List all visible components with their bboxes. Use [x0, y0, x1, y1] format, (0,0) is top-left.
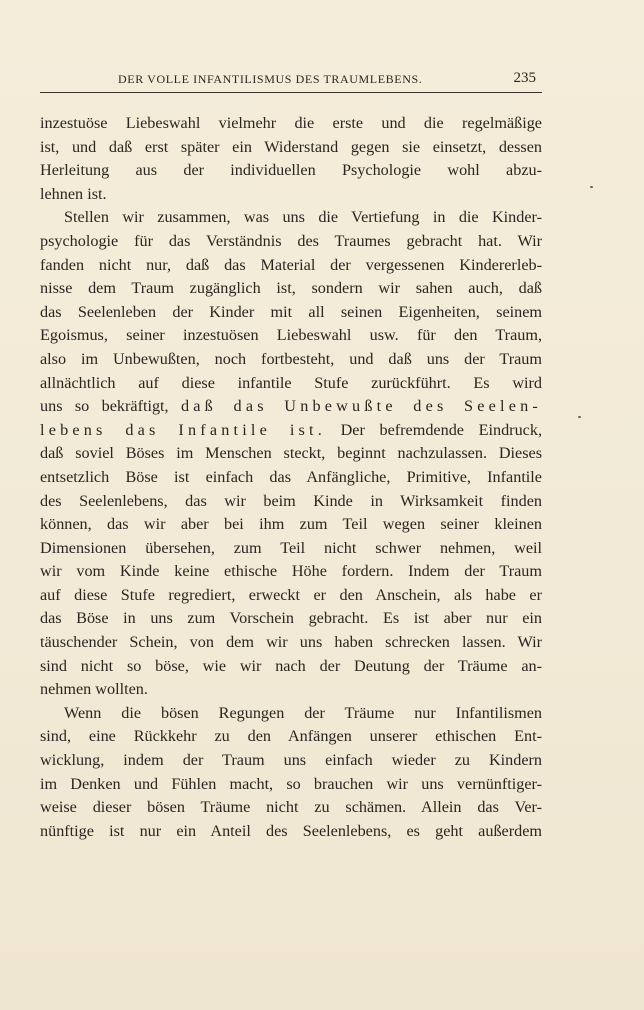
running-head: DER VOLLE INFANTILISMUS DES TRAUMLEBENS.: [118, 72, 423, 86]
spaced-emphasis: daß das Unbewußte des Seelen-: [181, 397, 542, 416]
text-line: das Böse in uns zum Vorschein gebracht. Es ist aber nur ein: [40, 609, 542, 628]
text-line: des Seelenlebens, das wir beim Kinde in Wirksamkeit finden: [40, 491, 542, 510]
text-line: weise dieser bösen Träume nicht zu schämen. Allein das Ver-: [40, 798, 542, 817]
text-line: täuschender Schein, von dem wir uns haben schrecken lassen. Wir: [40, 633, 542, 652]
paragraph-start-line: Wenn die bösen Regungen der Träume nur Infantilismen: [64, 703, 542, 722]
page-header: [46, 70, 538, 92]
text-line: ist, und daß erst später ein Widerstand gegen sie einsetzt, dessen: [40, 137, 542, 156]
text-line-mixed: [40, 395, 542, 419]
text-line: im Denken und Fühlen macht, so brauchen wir uns vernünftiger-: [40, 774, 542, 793]
text-line: Egoismus, seiner inzestuösen Liebeswahl usw. für den Traum,: [40, 326, 542, 345]
text-line: lehnen ist.: [40, 184, 107, 203]
text-line: Dimensionen übersehen, zum Teil nicht schwer nehmen, weil: [40, 538, 542, 557]
paper-speck: [590, 186, 593, 188]
text-line: fanden nicht nur, daß das Material der vergessenen Kindererleb-: [40, 255, 542, 274]
spaced-emphasis: lebens das Infantile ist.: [40, 420, 326, 439]
text-line: entsetzlich Böse ist einfach das Anfängliche, Primitive, Infantile: [40, 467, 542, 486]
body-text: [40, 112, 542, 843]
text-line: auf diese Stufe regrediert, erweckt er den Anschein, als habe er: [40, 585, 542, 604]
text-line: sind nicht so böse, wie wir nach der Deutung der Träume an-: [40, 656, 542, 675]
text-line: allnächtlich auf diese infantile Stufe zurückführt. Es wird: [40, 373, 542, 392]
text-line: nisse dem Traum zugänglich ist, sondern wir sahen auch, daß: [40, 279, 542, 298]
text-segment: uns so bekräftigt,: [40, 397, 169, 416]
text-line: psychologie für das Verständnis des Traumes gebracht hat. Wir: [40, 231, 542, 250]
text-line: also im Unbewußten, noch fortbesteht, und daß uns der Traum: [40, 349, 542, 368]
header-rule: [40, 92, 542, 93]
paper-speck: [578, 416, 581, 418]
paragraph-start-line: Stellen wir zusammen, was uns die Vertiefung in die Kinder-: [64, 208, 542, 227]
text-line: daß soviel Böses im Menschen steckt, beginnt nachzulassen. Dieses: [40, 444, 542, 463]
text-line: sind, eine Rückkehr zu den Anfängen unserer ethischen Ent-: [40, 727, 542, 746]
text-segment: Der befremdende Eindruck,: [340, 420, 542, 439]
text-line: wir vom Kinde keine ethische Höhe fordern. Indem der Traum: [40, 562, 542, 581]
text-line: wicklung, indem der Traum uns einfach wieder zu Kindern: [40, 751, 542, 770]
text-line: nünftige ist nur ein Anteil des Seelenlebens, es geht außerdem: [40, 821, 542, 840]
text-line: können, das wir aber bei ihm zum Teil wegen seiner kleinen: [40, 515, 542, 534]
text-line-mixed: [40, 419, 542, 443]
text-line: nehmen wollten.: [40, 680, 148, 699]
text-line: das Seelenleben der Kinder mit all seinen Eigenheiten, seinem: [40, 302, 542, 321]
text-line: inzestuöse Liebeswahl vielmehr die erste und die regelmäßige: [40, 114, 542, 132]
text-line: Herleitung aus der individuellen Psychologie wohl abzu-: [40, 161, 542, 180]
page-number: 235: [513, 70, 536, 86]
